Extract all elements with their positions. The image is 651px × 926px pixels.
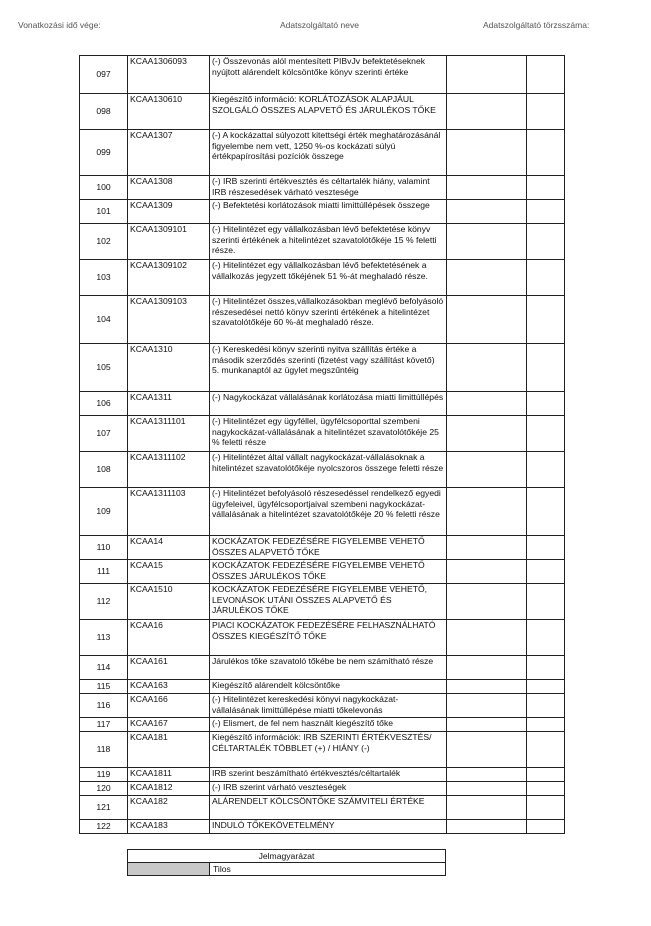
table-row — [80, 560, 565, 584]
row-number: 097 — [80, 56, 128, 94]
row-value-cell[interactable] — [447, 176, 527, 200]
table-row — [80, 782, 565, 796]
row-description: (-) Hitelintézet kereskedési könyvi nagykockázat-vállalásának limittúllépése miatti tőkelevonás — [210, 694, 447, 718]
table-row — [80, 584, 565, 620]
row-number: 115 — [80, 680, 128, 694]
row-extra-cell[interactable] — [527, 260, 565, 296]
table-row — [80, 260, 565, 296]
row-description: IRB szerint beszámítható értékvesztés/céltartalék — [210, 768, 447, 782]
row-description: Kiegészítő alárendelt kölcsöntőke — [210, 680, 447, 694]
row-extra-cell[interactable] — [527, 560, 565, 584]
row-number: 102 — [80, 224, 128, 260]
row-value-cell[interactable] — [447, 260, 527, 296]
row-description: (-) Összevonás alól mentesített PIBvJv befektetéseknek nyújtott alárendelt kölcsöntőke könyv szerinti értéke — [210, 56, 447, 94]
row-value-cell[interactable] — [447, 224, 527, 260]
table-row — [80, 416, 565, 452]
row-value-cell[interactable] — [447, 536, 527, 560]
row-description: KOCKÁZATOK FEDEZÉSÉRE FIGYELEMBE VEHETŐ ÖSSZES JÁRULÉKOS TŐKE — [210, 560, 447, 584]
row-value-cell[interactable] — [447, 620, 527, 656]
row-value-cell[interactable] — [447, 656, 527, 680]
row-value-cell[interactable] — [447, 796, 527, 820]
row-description: PIACI KOCKÁZATOK FEDEZÉSÉRE FELHASZNÁLHATÓ ÖSSZES KIEGÉSZÍTŐ TŐKE — [210, 620, 447, 656]
provider-name-label: Adatszolgáltató neve — [280, 20, 359, 30]
row-code: KCAA1311103 — [128, 488, 210, 536]
row-description: (-) IRB szerinti értékvesztés és céltartalék hiány, valamint IRB részesedések várható vesztesége — [210, 176, 447, 200]
row-extra-cell[interactable] — [527, 296, 565, 344]
row-number: 122 — [80, 820, 128, 834]
row-code: KCAA1510 — [128, 584, 210, 620]
row-description: (-) Hitelintézet által vállalt nagykockázat-vállalásoknak a hitelintézet szavatolótőkéje nyolcszoros összege feletti része — [210, 452, 447, 488]
table-row — [80, 620, 565, 656]
table-row — [80, 694, 565, 718]
row-value-cell[interactable] — [447, 694, 527, 718]
row-code: KCAA1811 — [128, 768, 210, 782]
row-value-cell[interactable] — [447, 560, 527, 584]
row-extra-cell[interactable] — [527, 488, 565, 536]
table-row — [80, 656, 565, 680]
row-code: KCAA16 — [128, 620, 210, 656]
row-code: KCAA15 — [128, 560, 210, 584]
row-number: 109 — [80, 488, 128, 536]
row-code: KCAA1311101 — [128, 416, 210, 452]
row-value-cell[interactable] — [447, 130, 527, 176]
row-description: (-) Nagykockázat vállalásának korlátozása miatti limittúllépés — [210, 392, 447, 416]
row-code: KCAA1307 — [128, 130, 210, 176]
table-row — [80, 488, 565, 536]
row-number: 106 — [80, 392, 128, 416]
row-code: KCAA1309101 — [128, 224, 210, 260]
legend-swatch — [128, 863, 210, 876]
table-row — [80, 452, 565, 488]
row-number: 100 — [80, 176, 128, 200]
row-description: KOCKÁZATOK FEDEZÉSÉRE FIGYELEMBE VEHETŐ, LEVONÁSOK UTÁNI ÖSSZES ALAPVETŐ ÉS JÁRULÉKOS TŐKE — [210, 584, 447, 620]
row-extra-cell[interactable] — [527, 94, 565, 130]
table-row — [80, 224, 565, 260]
row-number: 105 — [80, 344, 128, 392]
row-description: Járulékos tőke szavatoló tőkébe be nem számítható része — [210, 656, 447, 680]
row-number: 118 — [80, 732, 128, 768]
row-code: KCAA1309 — [128, 200, 210, 224]
row-description: INDULÓ TŐKEKÖVETELMÉNY — [210, 820, 447, 834]
reference-period-label: Vonatkozási idő vége: — [18, 20, 101, 30]
row-code: KCAA1311102 — [128, 452, 210, 488]
row-code: KCAA183 — [128, 820, 210, 834]
row-extra-cell[interactable] — [527, 656, 565, 680]
row-description: (-) Hitelintézet egy ügyféllel, ügyfélcsoporttal szembeni nagykockázat-vállalásának a hitelintézet szavatolótőkéje 25 % feletti része — [210, 416, 447, 452]
row-description: (-) Hitelintézet egy vállalkozásban lévő befektetésének a vállalkozás jegyzett tőkéjének 51 %-át meghaladó része. — [210, 260, 447, 296]
row-number: 116 — [80, 694, 128, 718]
table-row — [80, 200, 565, 224]
row-number: 101 — [80, 200, 128, 224]
row-extra-cell[interactable] — [527, 718, 565, 732]
row-extra-cell[interactable] — [527, 782, 565, 796]
row-extra-cell[interactable] — [527, 796, 565, 820]
row-code: KCAA14 — [128, 536, 210, 560]
table-row — [80, 176, 565, 200]
table-row — [80, 130, 565, 176]
row-extra-cell[interactable] — [527, 620, 565, 656]
row-value-cell[interactable] — [447, 452, 527, 488]
row-number: 099 — [80, 130, 128, 176]
row-value-cell[interactable] — [447, 296, 527, 344]
row-description: ALÁRENDELT KÖLCSÖNTŐKE SZÁMVITELI ÉRTÉKE — [210, 796, 447, 820]
row-extra-cell[interactable] — [527, 56, 565, 94]
row-description: Kiegészítő információ: KORLÁTOZÁSOK ALAPJÁUL SZOLGÁLÓ ÖSSZES ALAPVETŐ ÉS JÁRULÉKOS TŐKE — [210, 94, 447, 130]
row-description: (-) Hitelintézet összes,vállalkozásokban meglévő befolyásoló részesedései nettó könyv szerinti értékének a hitelintézet szavatolótőkéje 60 %-át meghaladó része. — [210, 296, 447, 344]
row-code: KCAA1308 — [128, 176, 210, 200]
table-row — [80, 56, 565, 94]
row-number: 107 — [80, 416, 128, 452]
row-number: 104 — [80, 296, 128, 344]
table-row — [80, 796, 565, 820]
row-number: 113 — [80, 620, 128, 656]
row-extra-cell[interactable] — [527, 392, 565, 416]
provider-id-label: Adatszolgáltató törzsszáma: — [483, 20, 590, 30]
row-description: KOCKÁZATOK FEDEZÉSÉRE FIGYELEMBE VEHETŐ ÖSSZES ALAPVETŐ TŐKE — [210, 536, 447, 560]
row-extra-cell[interactable] — [527, 768, 565, 782]
row-extra-cell[interactable] — [527, 452, 565, 488]
row-extra-cell[interactable] — [527, 820, 565, 834]
row-extra-cell[interactable] — [527, 416, 565, 452]
row-value-cell[interactable] — [447, 768, 527, 782]
row-value-cell[interactable] — [447, 732, 527, 768]
row-value-cell[interactable] — [447, 416, 527, 452]
report-table — [79, 55, 565, 834]
row-code: KCAA1306093 — [128, 56, 210, 94]
row-description: (-) Hitelintézet egy vállalkozásban lévő befektetése könyv szerinti értékének a hitelintézet szavatolótőkéje 15 % feletti része. — [210, 224, 447, 260]
row-code: KCAA166 — [128, 694, 210, 718]
row-description: (-) Elismert, de fel nem használt kiegészítő tőke — [210, 718, 447, 732]
row-value-cell[interactable] — [447, 344, 527, 392]
row-number: 114 — [80, 656, 128, 680]
legend-table — [127, 849, 446, 876]
row-description: (-) A kockázattal súlyozott kitettségi érték meghatározásánál figyelembe nem vett, 1250 %-os kockázati súlyú értékpapírosítási pozíciók összege — [210, 130, 447, 176]
row-description: (-) IRB szerint várható veszteségek — [210, 782, 447, 796]
table-row — [80, 94, 565, 130]
row-value-cell[interactable] — [447, 392, 527, 416]
row-extra-cell[interactable] — [527, 680, 565, 694]
row-number: 120 — [80, 782, 128, 796]
row-extra-cell[interactable] — [527, 694, 565, 718]
row-extra-cell[interactable] — [527, 224, 565, 260]
legend-title: Jelmagyarázat — [128, 850, 446, 863]
row-code: KCAA1309103 — [128, 296, 210, 344]
row-number: 121 — [80, 796, 128, 820]
table-row — [80, 680, 565, 694]
row-code: KCAA181 — [128, 732, 210, 768]
table-row — [80, 768, 565, 782]
row-code: KCAA1310 — [128, 344, 210, 392]
table-row — [80, 392, 565, 416]
row-code: KCAA1311 — [128, 392, 210, 416]
row-number: 110 — [80, 536, 128, 560]
row-extra-cell[interactable] — [527, 536, 565, 560]
row-number: 098 — [80, 94, 128, 130]
row-number: 108 — [80, 452, 128, 488]
row-extra-cell[interactable] — [527, 344, 565, 392]
row-value-cell[interactable] — [447, 584, 527, 620]
row-code: KCAA161 — [128, 656, 210, 680]
table-row — [80, 820, 565, 834]
row-value-cell[interactable] — [447, 56, 527, 94]
row-code: KCAA182 — [128, 796, 210, 820]
row-value-cell[interactable] — [447, 488, 527, 536]
row-number: 117 — [80, 718, 128, 732]
row-extra-cell[interactable] — [527, 732, 565, 768]
row-code: KCAA130610 — [128, 94, 210, 130]
row-number: 119 — [80, 768, 128, 782]
legend-item-label: Tilos — [210, 863, 446, 876]
row-number: 112 — [80, 584, 128, 620]
table-row — [80, 296, 565, 344]
row-value-cell[interactable] — [447, 782, 527, 796]
row-value-cell[interactable] — [447, 200, 527, 224]
row-value-cell[interactable] — [447, 820, 527, 834]
row-description: (-) Befektetési korlátozások miatti limittúllépések összege — [210, 200, 447, 224]
row-code: KCAA163 — [128, 680, 210, 694]
row-extra-cell[interactable] — [527, 584, 565, 620]
row-extra-cell[interactable] — [527, 200, 565, 224]
row-extra-cell[interactable] — [527, 130, 565, 176]
row-description: Kiegészítő információk: IRB SZERINTI ÉRTÉKVESZTÉS/ CÉLTARTALÉK TÖBBLET (+) / HIÁNY (-) — [210, 732, 447, 768]
row-value-cell[interactable] — [447, 94, 527, 130]
row-description: (-) Hitelintézet befolyásoló részesedéssel rendelkező egyedi ügyfeleivel, ügyfélcsoportjaival szembeni nagykockázat-vállalásának a hitelintézet szavatolótőkéje 20 % feletti része — [210, 488, 447, 536]
table-row — [80, 344, 565, 392]
table-row — [80, 732, 565, 768]
row-number: 103 — [80, 260, 128, 296]
row-value-cell[interactable] — [447, 680, 527, 694]
row-description: (-) Kereskedési könyv szerinti nyitva szállítás értéke a második szerződés szerinti (fizetést vagy szállítást követő) 5. munkanaptól az ügylet megszűntéig — [210, 344, 447, 392]
row-number: 111 — [80, 560, 128, 584]
row-value-cell[interactable] — [447, 718, 527, 732]
row-code: KCAA1309102 — [128, 260, 210, 296]
row-code: KCAA1812 — [128, 782, 210, 796]
row-code: KCAA167 — [128, 718, 210, 732]
table-row — [80, 536, 565, 560]
row-extra-cell[interactable] — [527, 176, 565, 200]
table-row — [80, 718, 565, 732]
